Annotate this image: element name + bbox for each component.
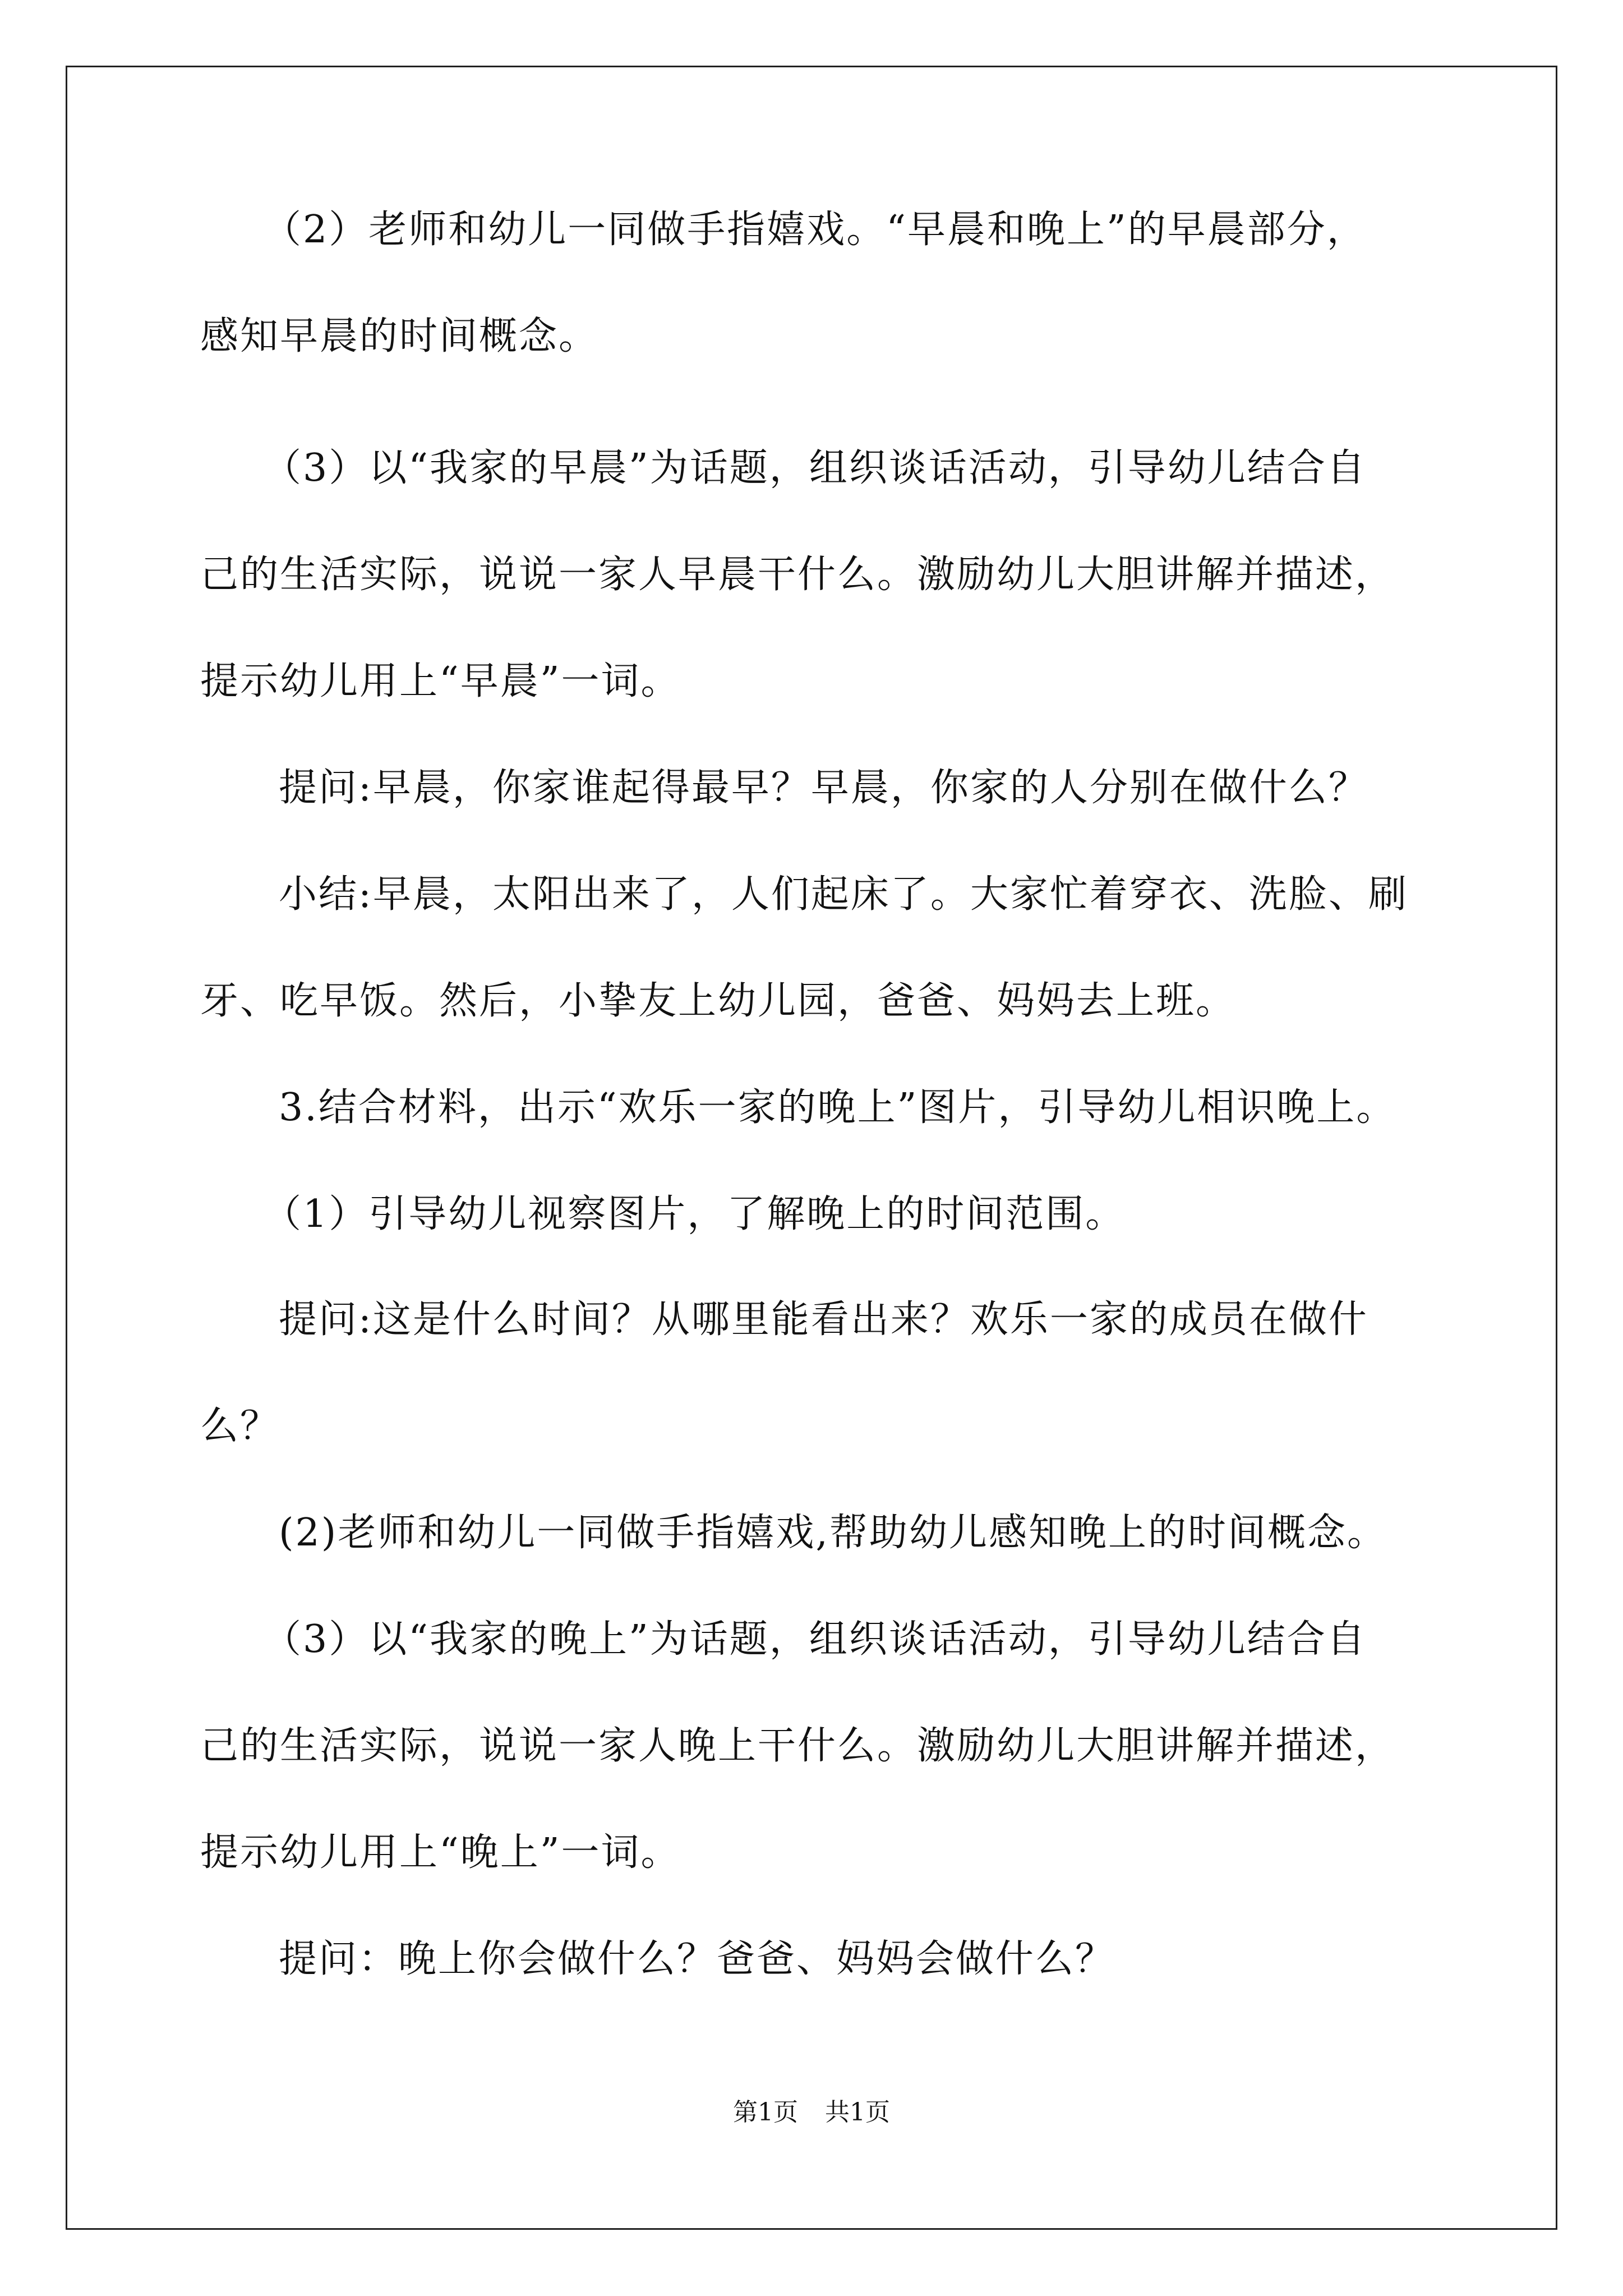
text-line-12: 么？	[200, 1404, 280, 1448]
text-line-3: （3）以“我家的早晨”为话题，组织谈话活动，引导幼儿结合自	[263, 446, 1367, 490]
page-footer	[0, 2096, 1623, 2129]
text-line-8: 牙、吃早饭。然后，小挚友上幼儿园，爸爸、妈妈去上班。	[200, 979, 1236, 1023]
text-line-10: （1）引导幼儿视察图片，了解晚上的时间范围。	[263, 1192, 1126, 1236]
text-line-16: 提示幼儿用上“晚上”一词。	[200, 1830, 681, 1875]
text-line-2: 感知早晨的时间概念。	[200, 314, 599, 358]
page-total: 共1页	[825, 2098, 890, 2127]
page-number: 第1页	[733, 2098, 798, 2127]
text-line-17: 提问：晚上你会做什么？爸爸、妈妈会做什么？	[279, 1937, 1115, 1981]
text-line-15: 己的生活实际，说说一家人晚上干什么。激励幼儿大胆讲解并描述，	[200, 1724, 1395, 1768]
text-line-5: 提示幼儿用上“早晨”一词。	[200, 659, 681, 703]
text-line-7: 小结:早晨，太阳出来了，人们起床了。大家忙着穿衣、洗脸、刷	[279, 872, 1408, 917]
text-line-13: (2)老师和幼儿一同做手指嬉戏,帮助幼儿感知晚上的时间概念。	[279, 1511, 1387, 1555]
text-line-4: 己的生活实际，说说一家人早晨干什么。激励幼儿大胆讲解并描述，	[200, 553, 1395, 597]
text-line-6: 提问:早晨，你家谁起得最早？早晨，你家的人分别在做什么？	[279, 766, 1368, 810]
page-border	[66, 66, 1557, 2230]
text-line-1: （2）老师和幼儿一同做手指嬉戏。“早晨和晚上”的早晨部分，	[263, 208, 1367, 252]
text-line-9: 3.结合材料，出示“欢乐一家的晚上”图片，引导幼儿相识晚上。	[279, 1085, 1396, 1130]
text-line-14: （3）以“我家的晚上”为话题，组织谈话活动，引导幼儿结合自	[263, 1617, 1367, 1662]
text-line-11: 提问:这是什么时间？从哪里能看出来？欢乐一家的成员在做什	[279, 1297, 1368, 1342]
